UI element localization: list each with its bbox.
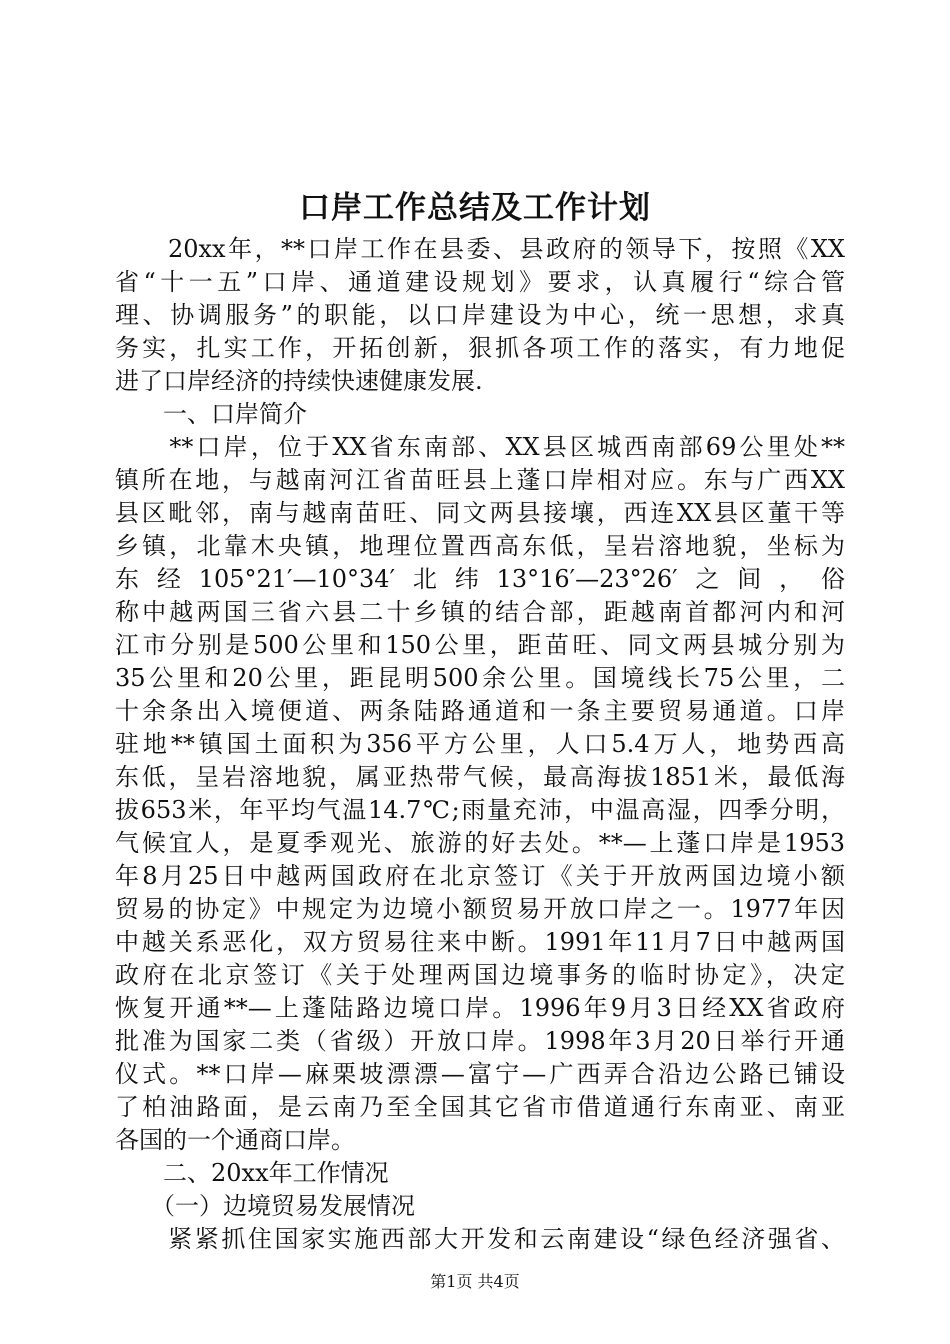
text-line: **口岸，位于XX省东南部、XX县区城西南部69公里处** xyxy=(115,433,845,461)
text-line: 县区毗邻，南与越南苗旺、同文两县接壤，西连XX县区董干等 xyxy=(115,499,845,527)
text-line: 进了口岸经济的持续快速健康发展. xyxy=(115,367,483,395)
text-line: 各国的一个通商口岸。 xyxy=(115,1126,355,1154)
text-line: 批准为国家二类（省级）开放口岸。1998年3月20日举行开通 xyxy=(115,1027,845,1055)
text-line: 政府在北京签订《关于处理两国边境事务的临时协定》，决定 xyxy=(115,961,845,989)
text-line: 一、口岸简介 xyxy=(115,400,307,428)
document-title: 口岸工作总结及工作计划 xyxy=(299,190,651,226)
text-line: 称中越两国三省六县二十乡镇的结合部，距越南首都河内和河 xyxy=(115,598,845,626)
text-line: （一）边境贸易发展情况 xyxy=(115,1192,415,1220)
text-line: 年8月25日中越两国政府在北京签订《关于开放两国边境小额 xyxy=(115,862,845,890)
text-line: 紧紧抓住国家实施西部大开发和云南建设“绿色经济强省、 xyxy=(115,1225,845,1253)
text-line: 20xx年，**口岸工作在县委、县政府的领导下，按照《XX xyxy=(115,235,845,263)
page-footer: 第1页 共4页 xyxy=(430,1272,520,1291)
text-line: 中越关系恶化，双方贸易往来中断。1991年11月7日中越两国 xyxy=(115,928,845,956)
text-line: 仪式。**口岸—麻栗坡漂漂—富宁—广西弄合沿边公路已铺设 xyxy=(115,1060,845,1088)
text-line: 35公里和20公里，距昆明500余公里。国境线长75公里，二 xyxy=(115,664,845,692)
text-line: 东经105°21′—10°34′北纬13°16′—23°26′之间，俗 xyxy=(115,565,845,593)
text-line: 镇所在地，与越南河江省苗旺县上蓬口岸相对应。东与广西XX xyxy=(115,466,845,494)
text-line: 驻地**镇国土面积为356平方公里，人口5.4万人，地势西高 xyxy=(115,730,845,758)
text-line: 贸易的协定》中规定为边境小额贸易开放口岸之一。1977年因 xyxy=(115,895,845,923)
text-line: 理、协调服务”的职能，以口岸建设为中心，统一思想，求真 xyxy=(115,301,845,329)
document-body xyxy=(115,233,845,1256)
text-line: 省“十一五”口岸、通道建设规划》要求，认真履行“综合管 xyxy=(115,268,845,296)
text-line: 十余条出入境便道、两条陆路通道和一条主要贸易通道。口岸 xyxy=(115,697,845,725)
text-line: 二、20xx年工作情况 xyxy=(115,1159,389,1187)
text-line: 江市分别是500公里和150公里，距苗旺、同文两县城分别为 xyxy=(115,631,845,659)
text-line: 拔653米，年平均气温14.7℃;雨量充沛，中温高湿，四季分明， xyxy=(115,796,845,824)
text-line: 了柏油路面，是云南乃至全国其它省市借道通行东南亚、南亚 xyxy=(115,1093,845,1121)
text-line: 气候宜人，是夏季观光、旅游的好去处。**—上蓬口岸是1953 xyxy=(115,829,845,857)
text-line: 东低，呈岩溶地貌，属亚热带气候，最高海拔1851米，最低海 xyxy=(115,763,845,791)
text-line: 乡镇，北靠木央镇，地理位置西高东低，呈岩溶地貌，坐标为 xyxy=(115,532,845,560)
text-line: 恢复开通**—上蓬陆路边境口岸。1996年9月3日经XX省政府 xyxy=(115,994,845,1022)
text-line: 务实，扎实工作，开拓创新，狠抓各项工作的落实，有力地促 xyxy=(115,334,845,362)
